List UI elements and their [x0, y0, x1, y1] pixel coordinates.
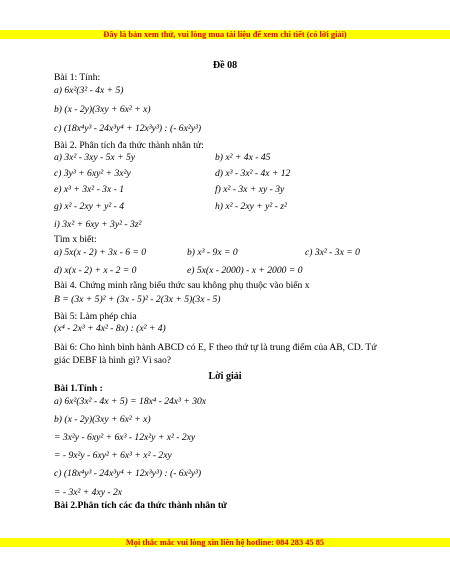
bai2-left-1: c) 3y³ + 6xy² + 3x²y: [54, 168, 131, 179]
solution-bai2-heading: Bài 2.Phân tích các đa thức thành nhân tử: [54, 500, 227, 511]
bai1-a: a) 6x²(3² - 4x + 5): [54, 85, 124, 96]
timx-row1-1: b) x³ - 9x = 0: [187, 247, 238, 258]
solution-line-2: = 3x²y - 6xy² + 6x³ - 12x²y + x² - 2xy: [54, 432, 196, 443]
timx-row2-0: d) x(x - 2) + x - 2 = 0: [54, 265, 137, 276]
bottom-banner: Mọi thắc mắc vui lòng xin liên hệ hotline: 084 283 45 85: [0, 538, 450, 547]
solution-line-0: a) 6x²(3x² - 4x + 5) = 18x⁴ - 24x³ + 30x: [54, 396, 207, 407]
top-banner: Đây là bản xem thử, vui lòng mua tài liệu để xem chi tiết (có lời giải): [0, 30, 450, 39]
bai6-line2: giác DEBF là hình gì? Vì sao?: [54, 355, 172, 366]
timx-row1-2: c) 3x² - 3x = 0: [305, 247, 360, 258]
solution-line-5: = - 3x² + 4xy - 2x: [54, 487, 123, 498]
solution-line-4: c) (18x⁴y³ - 24x³y⁴ + 12x³y³) : (- 6x²y³): [54, 468, 202, 479]
bai2-left-2: e) x³ + 3x² - 3x - 1: [54, 184, 125, 195]
bai2-heading: Bài 2. Phân tích đa thức thành nhân tử:: [54, 140, 204, 151]
bai4-heading: Bài 4. Chứng minh rằng biểu thức sau không phụ thuộc vào biến x: [54, 280, 310, 291]
timx-row1-0: a) 5x(x - 2) + 3x - 6 = 0: [54, 247, 147, 258]
timx-heading: Tìm x biết:: [54, 234, 97, 245]
exam-title: Đề 08: [212, 60, 238, 71]
bai2-left-3: g) x² - 2xy + y² - 4: [54, 201, 125, 212]
bai2-left-0: a) 3x² - 3xy - 5x + 5y: [54, 152, 135, 163]
bai2-right-1: d) x³ - 3x² - 4x + 12: [215, 168, 291, 179]
solution-title: Lời giải: [208, 371, 242, 382]
bai1-c: c) (18x⁴y³ - 24x³y⁴ + 12x³y³) : (- 6x²y³): [54, 123, 202, 134]
timx-row2-1: e) 5x(x - 2000) - x + 2000 = 0: [187, 265, 303, 276]
solution-line-3: = - 9x²y - 6xy² + 6x³ + x² - 2xy: [54, 450, 172, 461]
bai2-right-3: h) x² - 2xy + y² - z²: [215, 201, 287, 212]
bai6-line1: Bài 6: Cho hình bình hành ABCD có E, F theo thứ tự là trung điểm của AB, CD. Tứ: [54, 342, 377, 353]
bai1-heading: Bài 1: Tính:: [54, 72, 101, 83]
bai2-left-4: i) 3x² + 6xy + 3y² - 3z²: [54, 219, 142, 230]
solution-bai1-heading: Bài 1.Tính :: [54, 383, 103, 394]
bai5-expr: (x⁴ - 2x³ + 4x² - 8x) : (x² + 4): [54, 323, 166, 334]
solution-line-1: b) (x - 2y)(3xy + 6x² + x): [54, 414, 151, 425]
bai2-right-2: f) x² - 3x + xy - 3y: [215, 184, 285, 195]
bai1-b: b) (x - 2y)(3xy + 6x² + x): [54, 104, 151, 115]
bai4-expr: B = (3x + 5)² + (3x - 5)² - 2(3x + 5)(3x - 5): [54, 294, 221, 305]
bai2-right-0: b) x² + 4x - 45: [215, 152, 271, 163]
bai5-heading: Bài 5: Làm phép chia: [54, 311, 137, 322]
